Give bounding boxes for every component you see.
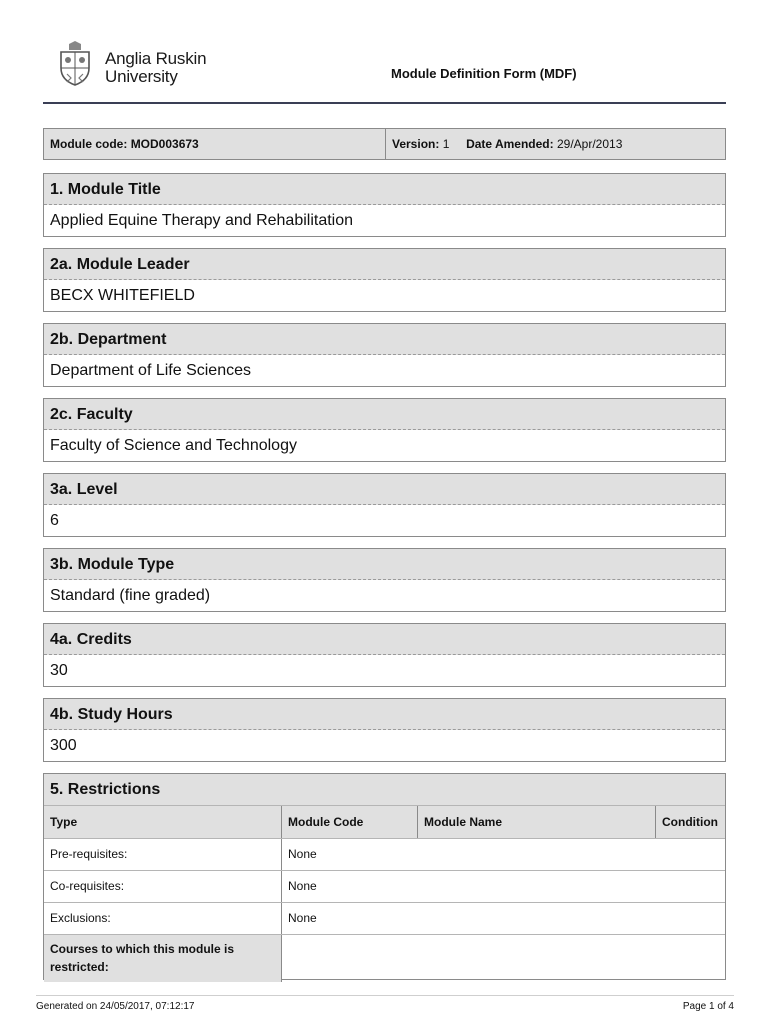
column-header-module-name: Module Name: [418, 806, 656, 838]
section-heading: 4a. Credits: [44, 624, 725, 655]
restricted-courses-label: Courses to which this module is restricted:: [44, 935, 282, 982]
version-cell: Version: 1 Date Amended: 29/Apr/2013: [386, 129, 725, 159]
section-heading: 3b. Module Type: [44, 549, 725, 580]
table-row: [44, 902, 725, 934]
column-header-type: Type: [44, 806, 282, 838]
section-heading: 3a. Level: [44, 474, 725, 505]
section-level: [43, 473, 726, 537]
section-value: BECX WHITEFIELD: [50, 287, 195, 304]
restricted-courses-value: [282, 935, 725, 982]
section-credits: [43, 623, 726, 687]
restrictions-table: [43, 773, 726, 980]
section-module-leader: [43, 248, 726, 312]
university-name: Anglia Ruskin University: [105, 49, 207, 86]
restriction-type: Exclusions:: [44, 903, 282, 934]
table-row: [44, 838, 725, 870]
module-code-cell: Module code: MOD003673: [44, 129, 386, 159]
section-value: Faculty of Science and Technology: [50, 437, 297, 454]
section-value: 30: [50, 662, 68, 679]
table-row: [44, 870, 725, 902]
section-value: 6: [50, 512, 59, 529]
restriction-code: None: [288, 911, 317, 925]
page-footer: [36, 995, 734, 1012]
restrictions-heading: 5. Restrictions: [44, 774, 725, 805]
restricted-courses-row: [44, 934, 725, 982]
section-heading: 2c. Faculty: [44, 399, 725, 430]
section-heading: 2b. Department: [44, 324, 725, 355]
generated-timestamp: Generated on 24/05/2017, 07:12:17: [36, 1001, 195, 1012]
section-value: 300: [50, 737, 77, 754]
restriction-type: Co-requisites:: [44, 871, 282, 902]
document-title: Module Definition Form (MDF): [391, 66, 577, 81]
section-value: Applied Equine Therapy and Rehabilitation: [50, 212, 354, 229]
restrictions-column-headers: [44, 805, 725, 838]
section-department: [43, 323, 726, 387]
restriction-type: Pre-requisites:: [44, 839, 282, 870]
page-header: [43, 30, 726, 104]
column-header-condition: Condition: [656, 806, 725, 838]
section-module-title: [43, 173, 726, 237]
section-heading: 2a. Module Leader: [44, 249, 725, 280]
module-meta-row: [43, 128, 726, 160]
university-crest-logo: [57, 40, 93, 86]
column-header-module-code: Module Code: [282, 806, 418, 838]
section-heading: 1. Module Title: [44, 174, 725, 205]
section-value: Standard (fine graded): [50, 587, 211, 604]
section-heading: 4b. Study Hours: [44, 699, 725, 730]
restriction-code: None: [288, 847, 317, 861]
section-value: Department of Life Sciences: [50, 362, 251, 379]
section-faculty: [43, 398, 726, 462]
section-module-type: [43, 548, 726, 612]
section-study-hours: [43, 698, 726, 762]
page-number: Page 1 of 4: [682, 1001, 734, 1012]
restriction-code: None: [288, 879, 317, 893]
